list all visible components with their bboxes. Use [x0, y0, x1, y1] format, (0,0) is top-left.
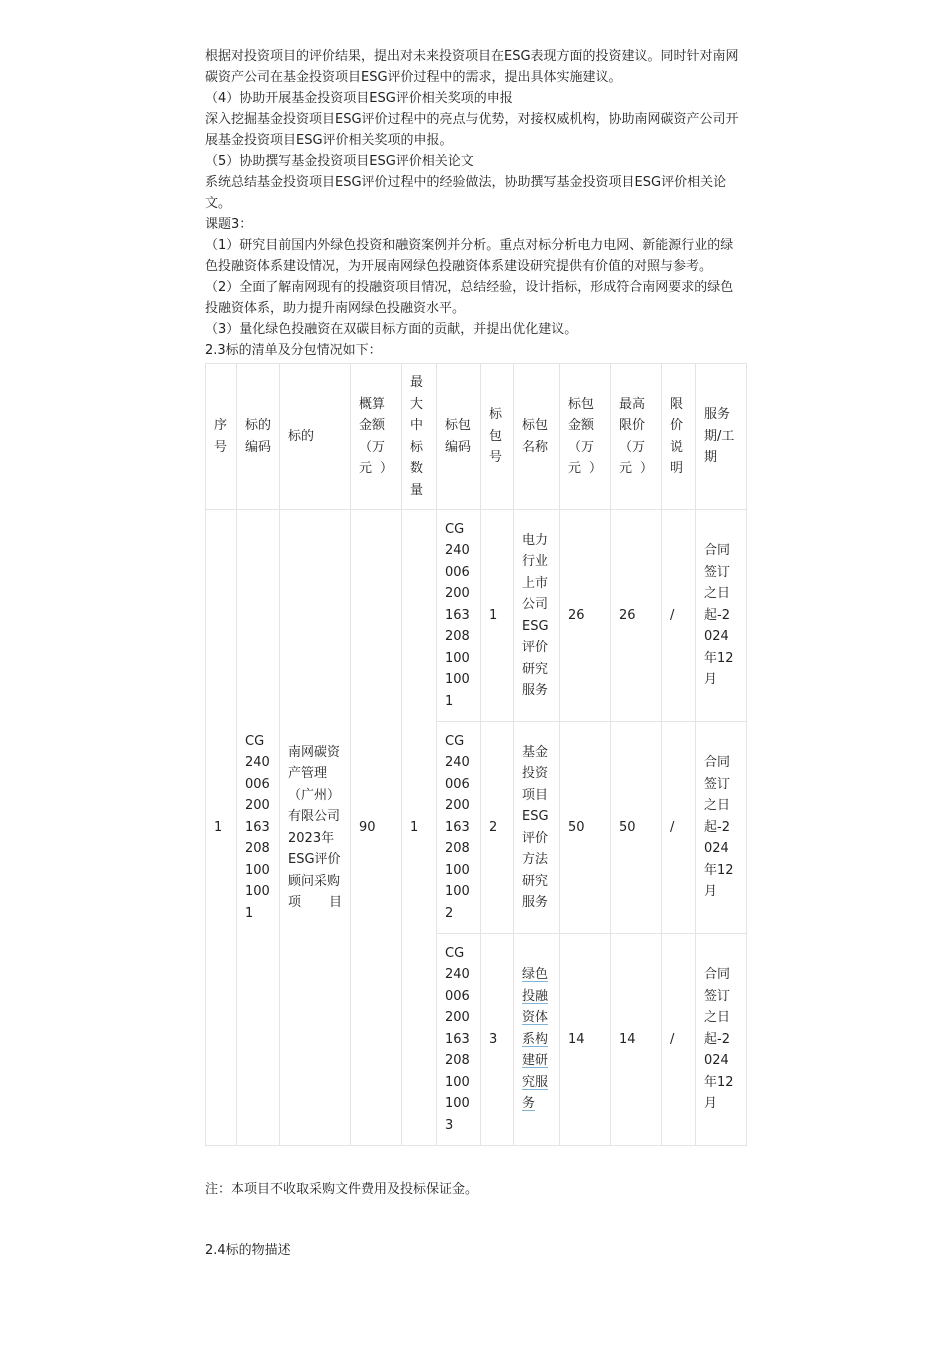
cell-package-amount: 26	[560, 510, 611, 722]
bid-package-table	[205, 363, 747, 1146]
table-row	[206, 510, 747, 722]
cell-package-code: CG2400062001632081001001	[437, 510, 481, 722]
package-name-link[interactable]: 绿色投融资体系构建研究服务	[522, 967, 549, 1112]
cell-max-price: 26	[611, 510, 662, 722]
cell-package-name: 电力行业上市公司ESG评价研究服务	[514, 510, 560, 722]
header-package-number: 标包号	[481, 364, 514, 510]
cell-package-code: CG2400062001632081001003	[437, 934, 481, 1146]
cell-package-number: 3	[481, 934, 514, 1146]
header-price-note: 限价说明	[662, 364, 696, 510]
header-package-code: 标包编码	[437, 364, 481, 510]
document-body	[205, 46, 746, 1261]
header-max-price: 最高限价（万元）	[611, 364, 662, 510]
cell-package-number: 1	[481, 510, 514, 722]
cell-max-price: 50	[611, 722, 662, 934]
header-name: 标的	[280, 364, 351, 510]
cell-max-price: 14	[611, 934, 662, 1146]
paragraph-item-5-title: （5）协助撰写基金投资项目ESG评价相关论文	[205, 154, 474, 169]
cell-price-note: /	[662, 510, 696, 722]
header-max-winners: 最大中标数量	[402, 364, 437, 510]
fee-note: 注：本项目不收取采购文件费用及投标保证金。	[205, 1182, 479, 1197]
cell-price-note: /	[662, 934, 696, 1146]
paragraph-topic-3: 课题3：	[205, 217, 253, 232]
table-header-row	[206, 364, 747, 510]
cell-package-number: 2	[481, 722, 514, 934]
cell-package-name-link[interactable]	[514, 934, 560, 1146]
paragraph-topic-3-item-2: （2）全面了解南网现有的投融资项目情况，总结经验，设计指标，形成符合南网要求的绿色投融资体系，助力提升南网绿色投融资水平。	[205, 280, 734, 316]
cell-seq: 1	[206, 510, 237, 1146]
cell-package-name: 基金投资项目ESG评价方法研究服务	[514, 722, 560, 934]
cell-service-period: 合同签订之日起-2024年12月	[696, 934, 747, 1146]
cell-service-period: 合同签订之日起-2024年12月	[696, 722, 747, 934]
cell-service-period: 合同签订之日起-2024年12月	[696, 510, 747, 722]
cell-package-amount: 14	[560, 934, 611, 1146]
cell-price-note: /	[662, 722, 696, 934]
paragraph-table-intro: 2.3标的清单及分包情况如下：	[205, 343, 382, 358]
paragraph-item-4-title: （4）协助开展基金投资项目ESG评价相关奖项的申报	[205, 91, 513, 106]
cell-name: 南网碳资产管理（广州）有限公司2023年ESG评价顾问采购项目	[280, 510, 351, 1146]
section-title: 2.4标的物描述	[205, 1243, 291, 1258]
cell-budget: 90	[351, 510, 402, 1146]
header-service-period: 服务期/工期	[696, 364, 747, 510]
header-code: 标的编码	[237, 364, 280, 510]
paragraph-topic-3-item-1: （1）研究目前国内外绿色投资和融资案例并分析。重点对标分析电力电网、新能源行业的绿色投融资体系建设情况，为开展南网绿色投融资体系建设研究提供有价值的对照与参考。	[205, 238, 734, 274]
cell-package-amount: 50	[560, 722, 611, 934]
header-budget: 概算金额（万元）	[351, 364, 402, 510]
header-package-name: 标包名称	[514, 364, 560, 510]
paragraph-item-5-body: 系统总结基金投资项目ESG评价过程中的经验做法，协助撰写基金投资项目ESG评价相关论文。	[205, 175, 727, 211]
cell-code: CG24000620016320810010​01	[237, 510, 280, 1146]
cell-max-winners: 1	[402, 510, 437, 1146]
paragraph-item-4-body: 深入挖掘基金投资项目ESG评价过程中的亮点与优势，对接权威机构，协助南网碳资产公司开展基金投资项目ESG评价相关奖项的申报。	[205, 112, 739, 148]
header-package-amount: 标包金额（万元）	[560, 364, 611, 510]
paragraph-topic-3-item-3: （3）量化绿色投融资在双碳目标方面的贡献，并提出优化建议。	[205, 322, 578, 337]
header-seq: 序号	[206, 364, 237, 510]
paragraph-investment-advice: 根据对投资项目的评价结果，提出对未来投资项目在ESG表现方面的投资建议。同时针对南网碳资产公司在基金投资项目ESG评价过程中的需求，提出具体实施建议。	[205, 49, 739, 85]
cell-package-code: CG2400062001632081001002	[437, 722, 481, 934]
